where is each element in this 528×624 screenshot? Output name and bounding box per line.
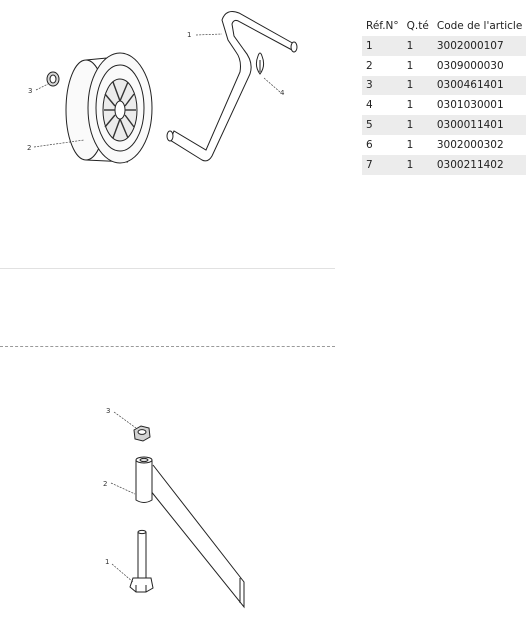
header-ref: Réf.N° [366,20,399,32]
table-row [362,155,526,175]
bolt-part [130,530,153,592]
header-code: Code de l'article [436,20,523,32]
table-row [362,36,526,56]
row-qte: 1 [406,59,414,72]
row-qte: 1 [406,138,414,151]
row-code: 0300461401 [433,76,526,96]
row-code: 0309000030 [436,59,504,72]
callout-bottom-3: 3 [106,407,111,415]
row-ref: 7 [362,155,403,175]
clip-pin-part [256,53,263,74]
table-row [362,115,526,135]
washer-part [47,72,59,86]
table-row [362,135,526,155]
row-ref: 1 [362,36,403,56]
row-code: 0300211402 [433,155,526,175]
table-row [362,95,526,115]
row-ref: 6 [366,138,373,151]
row-qte: 1 [403,155,433,175]
row-qte: 1 [403,36,433,56]
callout-top-2: 2 [27,144,32,152]
callout-top-3: 3 [28,87,33,95]
bottom-assembly [111,412,244,607]
row-ref: 4 [366,99,373,112]
parts-table-header [362,16,526,36]
header-qte: Q.té [406,20,429,32]
row-qte: 1 [403,115,433,135]
section-divider-dashed [0,346,335,347]
hex-nut-part [134,426,150,441]
callout-bottom-1: 1 [105,558,110,566]
top-assembly [34,12,297,163]
row-qte: 1 [403,76,433,96]
parts-table [362,16,526,175]
row-code: 3002000302 [436,138,504,151]
callout-top-4: 4 [280,89,285,97]
row-qte: 1 [406,99,414,112]
wheel-part [66,53,152,163]
table-row [362,76,526,96]
row-code: 0301030001 [436,99,504,112]
row-ref: 2 [366,59,373,72]
row-ref: 5 [362,115,403,135]
table-row [362,56,526,76]
callout-top-1: 1 [187,31,192,39]
callout-bottom-2: 2 [103,480,108,488]
section-divider-solid [0,268,335,269]
bottom-leader-lines [111,412,136,582]
row-code: 0300011401 [433,115,526,135]
row-ref: 3 [362,76,403,96]
row-code: 3002000107 [433,36,526,56]
